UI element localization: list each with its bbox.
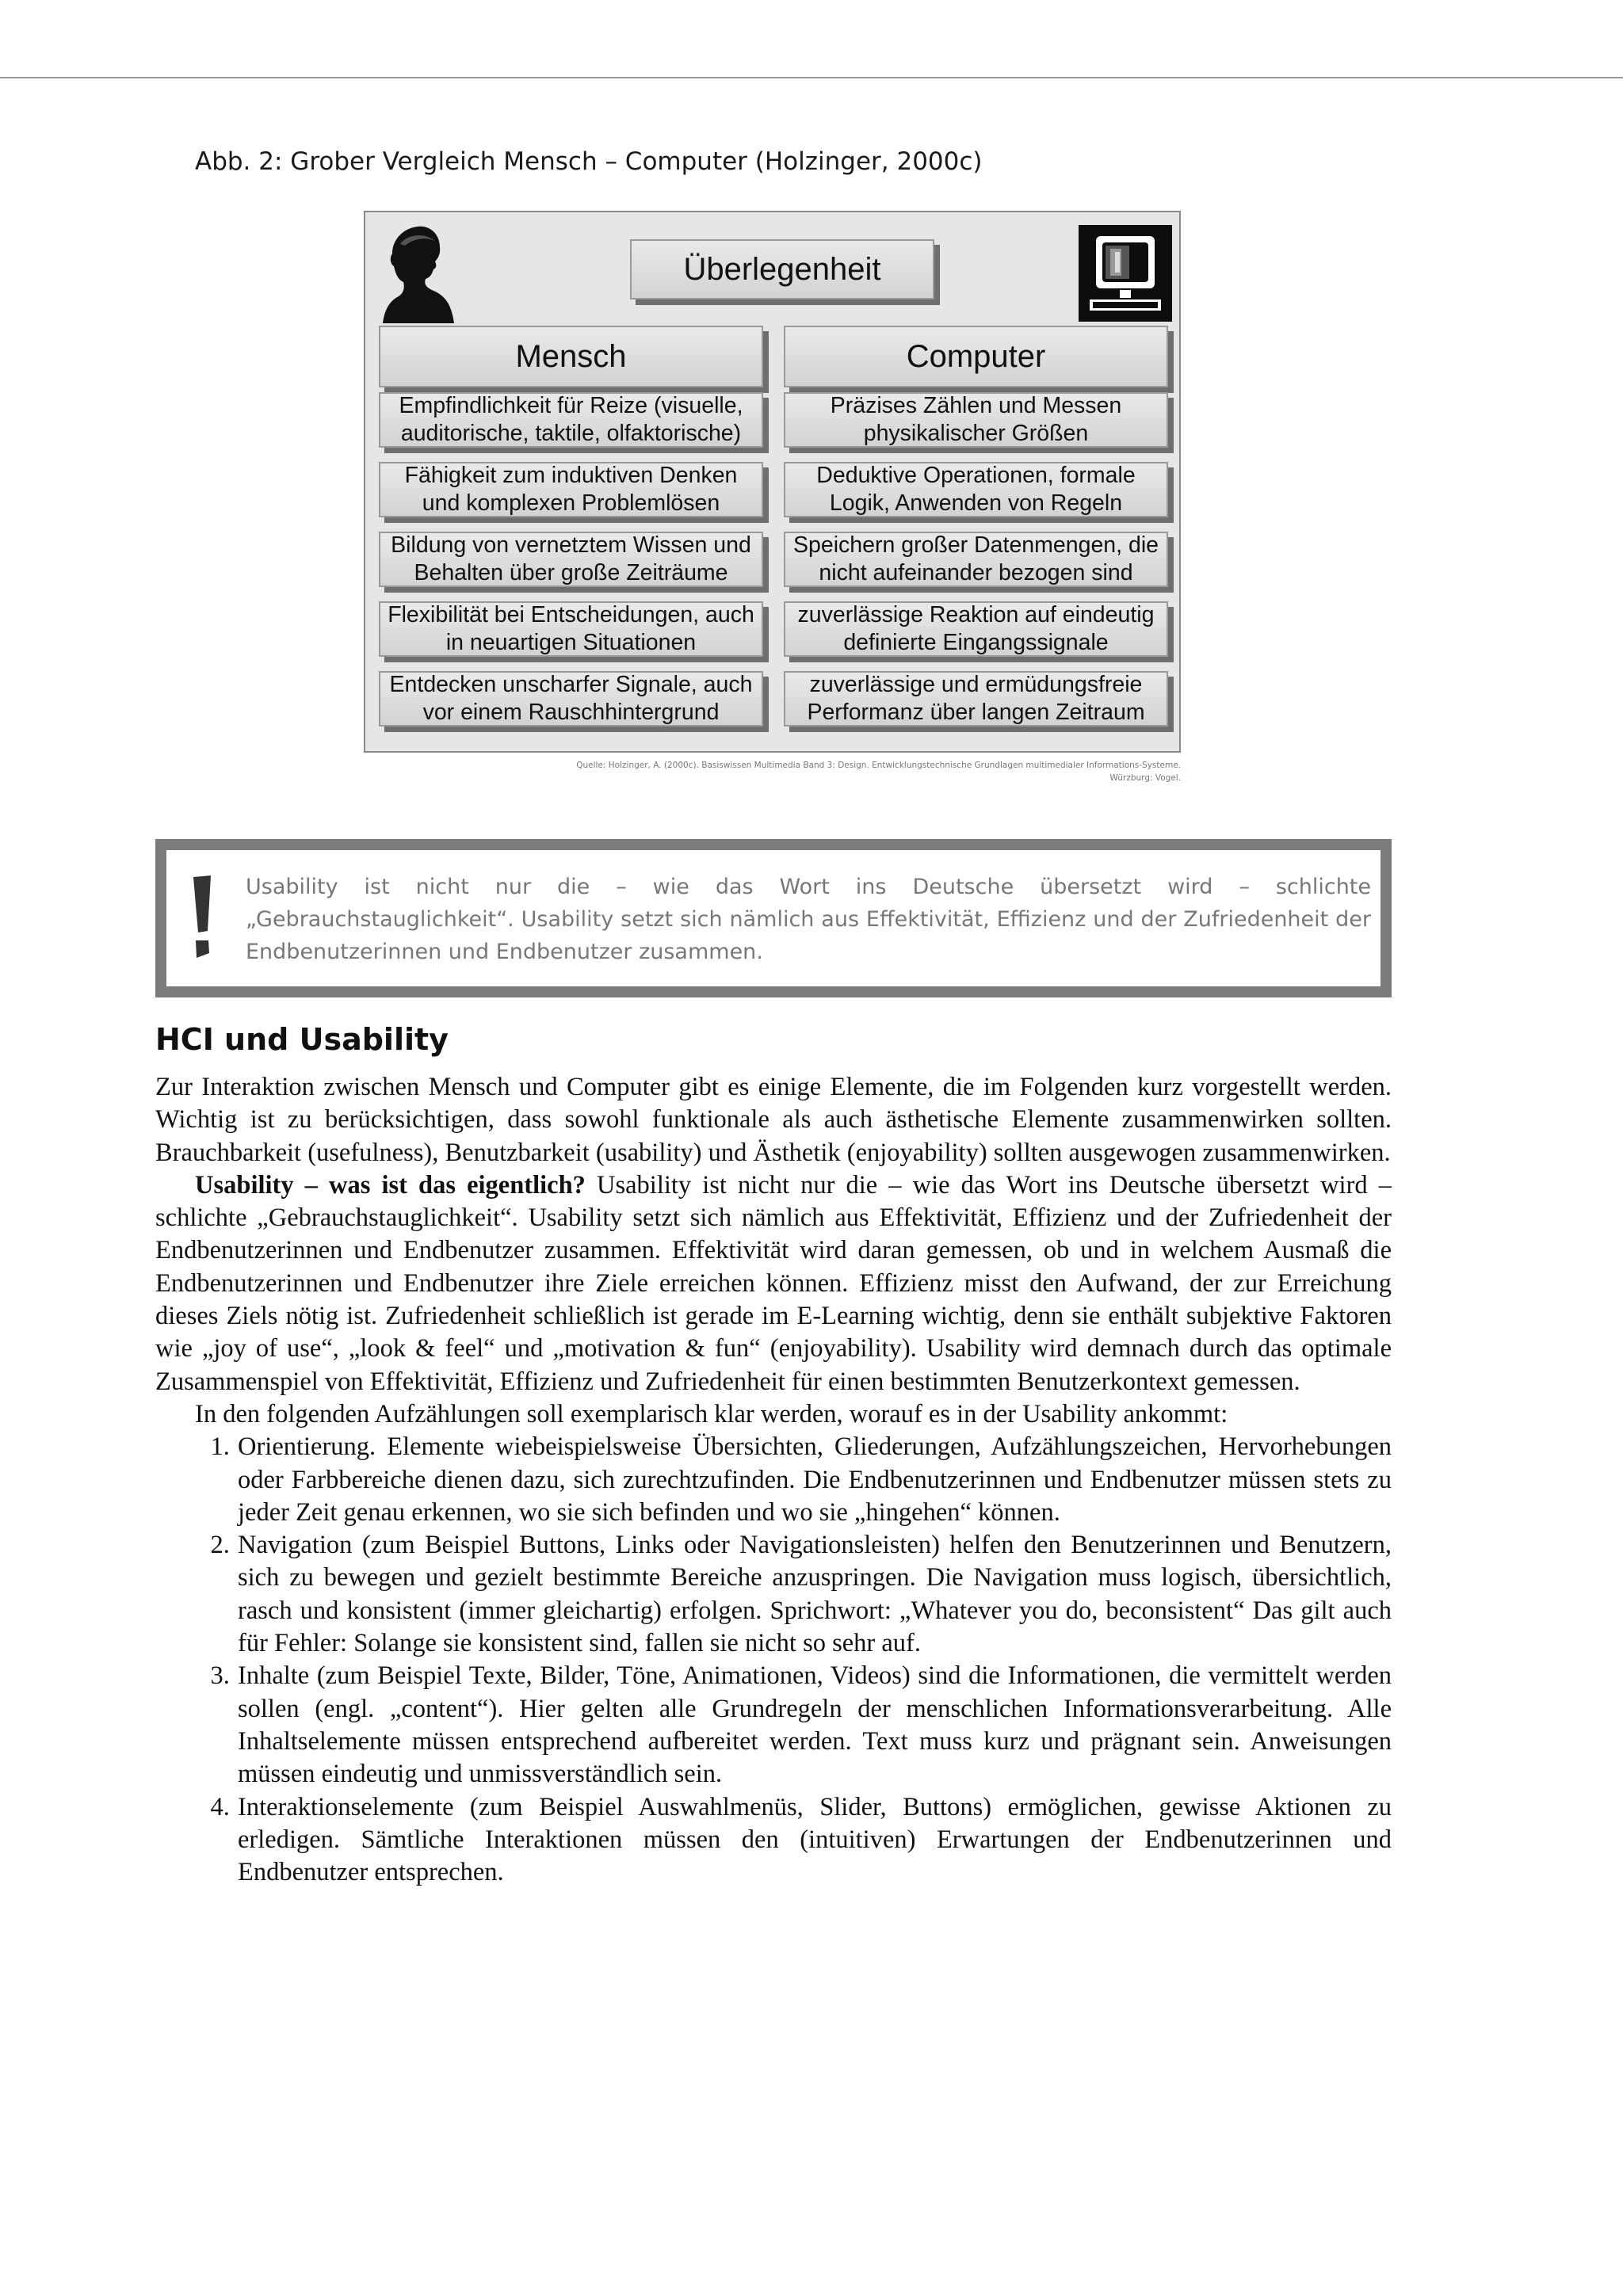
human-cell: Entdecken unscharfer Signale, auch vor einem Rauschhintergrund (379, 671, 763, 727)
figure-source-line: Quelle: Holzinger, A. (2000c). Basiswissen Multimedia Band 3: Design. Entwicklungstechnische Grundlagen multimedialer Informations-Systeme. (576, 761, 1181, 770)
figure-source-line: Würzburg: Vogel. (1109, 773, 1181, 783)
human-cell: Fähigkeit zum induktiven Denken und komplexen Problemlösen (379, 462, 763, 517)
list-item: 4. Interaktionselemente (zum Beispiel Auswahlmenüs, Slider, Buttons) ermöglichen, gewisse Aktionen zu erledigen. Sämtliche Interaktionen müssen den (intuitiven) Erwartungen der Endbenutzerinnen und Endbenutzer entsprechen. (236, 1791, 1392, 1890)
computer-cell: Präzises Zählen und Messen physikalischer Größen (784, 392, 1168, 448)
list-item: 2. Navigation (zum Beispiel Buttons, Links oder Navigationsleisten) helfen den Benutzerinnen und Benutzern, sich zu bewegen und gezielt bestimmte Bereiche anzuspringen. Die Navigation muss logisch, übersichtlich, rasch und konsistent (immer gleichartig) erfolgen. Sprichwort: „Whatever you do, beconsistent“ Das gilt auch für Fehler: Solange sie konsistent sind, fallen sie nicht so sehr auf. (236, 1529, 1392, 1660)
section-heading: HCI und Usability (155, 1022, 449, 1057)
figure-title-box: Überlegenheit (630, 239, 934, 299)
figure-caption: Abb. 2: Grober Vergleich Mensch – Computer (Holzinger, 2000c) (195, 147, 983, 176)
human-cell: Bildung von vernetztem Wissen und Behalten über große Zeiträume (379, 532, 763, 587)
paragraph-lead: Usability – was ist das eigentlich? (195, 1170, 586, 1199)
list-item: 3. Inhalte (zum Beispiel Texte, Bilder, Töne, Animationen, Videos) sind die Informationen, die vermittelt werden sollen (engl. „content“). Hier gelten alle Grundregeln der menschlichen Informationsverarbeitung. Alle Inhaltselemente müssen entsprechend aufbereitet werden. Text muss kurz und prägnant sein. Anweisungen müssen eindeutig und unmissverständlich sein. (236, 1660, 1392, 1791)
computer-icon (1079, 225, 1172, 322)
column-header-human: Mensch (379, 326, 763, 387)
paragraph-body: Usability ist nicht nur die – wie das Wort ins Deutsche übersetzt wird – schlichte „Gebrauchstauglichkeit“. Usability setzt sich nämlich aus Effektivität, Effizienz und der Zufriedenheit der Endbenutzerinnen und Endbenutzer zusammen. Effektivität wird daran gemessen, ob und in welchem Ausmaß die Endbenutzerinnen und Endbenutzer ihre Ziele erreichen können. Effizienz misst den Aufwand, der zur Erreichung dieses Ziels nötig ist. Zufriedenheit schließlich ist gerade im E-Learning wichtig, denn sie enthält subjektive Faktoren wie „joy of use“, „look & feel“ und „motivation & fun“ (enjoyability). Usability wird demnach durch das optimale Zusammenspiel von Effektivität, Effizienz und Zufriedenheit für einen bestimmten Benutzerkontext gemessen. (155, 1170, 1392, 1396)
computer-cell: Speichern großer Datenmengen, die nicht aufeinander bezogen sind (784, 532, 1168, 587)
computer-cell: Deduktive Operationen, formale Logik, Anwenden von Regeln (784, 462, 1168, 517)
computer-cell: zuverlässige und ermüdungsfreie Performanz über langen Zeitraum (784, 671, 1168, 727)
column-header-computer: Computer (784, 326, 1168, 387)
comparison-figure (364, 211, 1181, 753)
figure-source (555, 759, 1181, 784)
human-cell: Flexibilität bei Entscheidungen, auch in neuartigen Situationen (379, 601, 763, 657)
human-cell: Empfindlichkeit für Reize (visuelle, auditorische, taktile, olfaktorische) (379, 392, 763, 448)
paragraph: Zur Interaktion zwischen Mensch und Computer gibt es einige Elemente, die im Folgenden kurz vorgestellt werden. Wichtig ist zu berücksichtigen, dass sowohl funktionale als auch ästhetische Elemente zusammenwirken sollten. Brauchbarkeit (usefulness), Benutzbarkeit (usability) und Ästhetik (enjoyability) sollten ausgewogen zusammenwirken. (155, 1073, 1392, 1167)
body-text (155, 1071, 1392, 1889)
exclamation-icon (190, 874, 214, 961)
header-rule (0, 77, 1623, 78)
list-item: 1. Orientierung. Elemente wiebeispielsweise Übersichten, Gliederungen, Aufzählungszeichen, Hervorhebungen oder Farbbereiche dienen dazu, sich zurechtzufinden. Die Endbenutzerinnen und Endbenutzer müssen stets zu jeder Zeit genau erkennen, wo sie sich befinden und wo sie „hingehen“ können. (236, 1431, 1392, 1529)
callout-text: Usability ist nicht nur die – wie das Wort ins Deutsche übersetzt wird – schlichte „Gebrauchstauglichkeit“. Usability setzt sich nämlich aus Effektivität, Effizienz und der Zufriedenheit der Endbenutzerinnen und Endbenutzer zusammen. (246, 875, 1371, 964)
paragraph: In den folgenden Aufzählungen soll exemplarisch klar werden, worauf es in der Usability ankommt: (195, 1399, 1228, 1428)
human-silhouette-icon (376, 222, 456, 323)
paragraph (155, 1169, 1392, 1398)
info-callout (155, 839, 1392, 997)
usability-list (155, 1431, 1392, 1889)
computer-cell: zuverlässige Reaktion auf eindeutig definierte Eingangssignale (784, 601, 1168, 657)
